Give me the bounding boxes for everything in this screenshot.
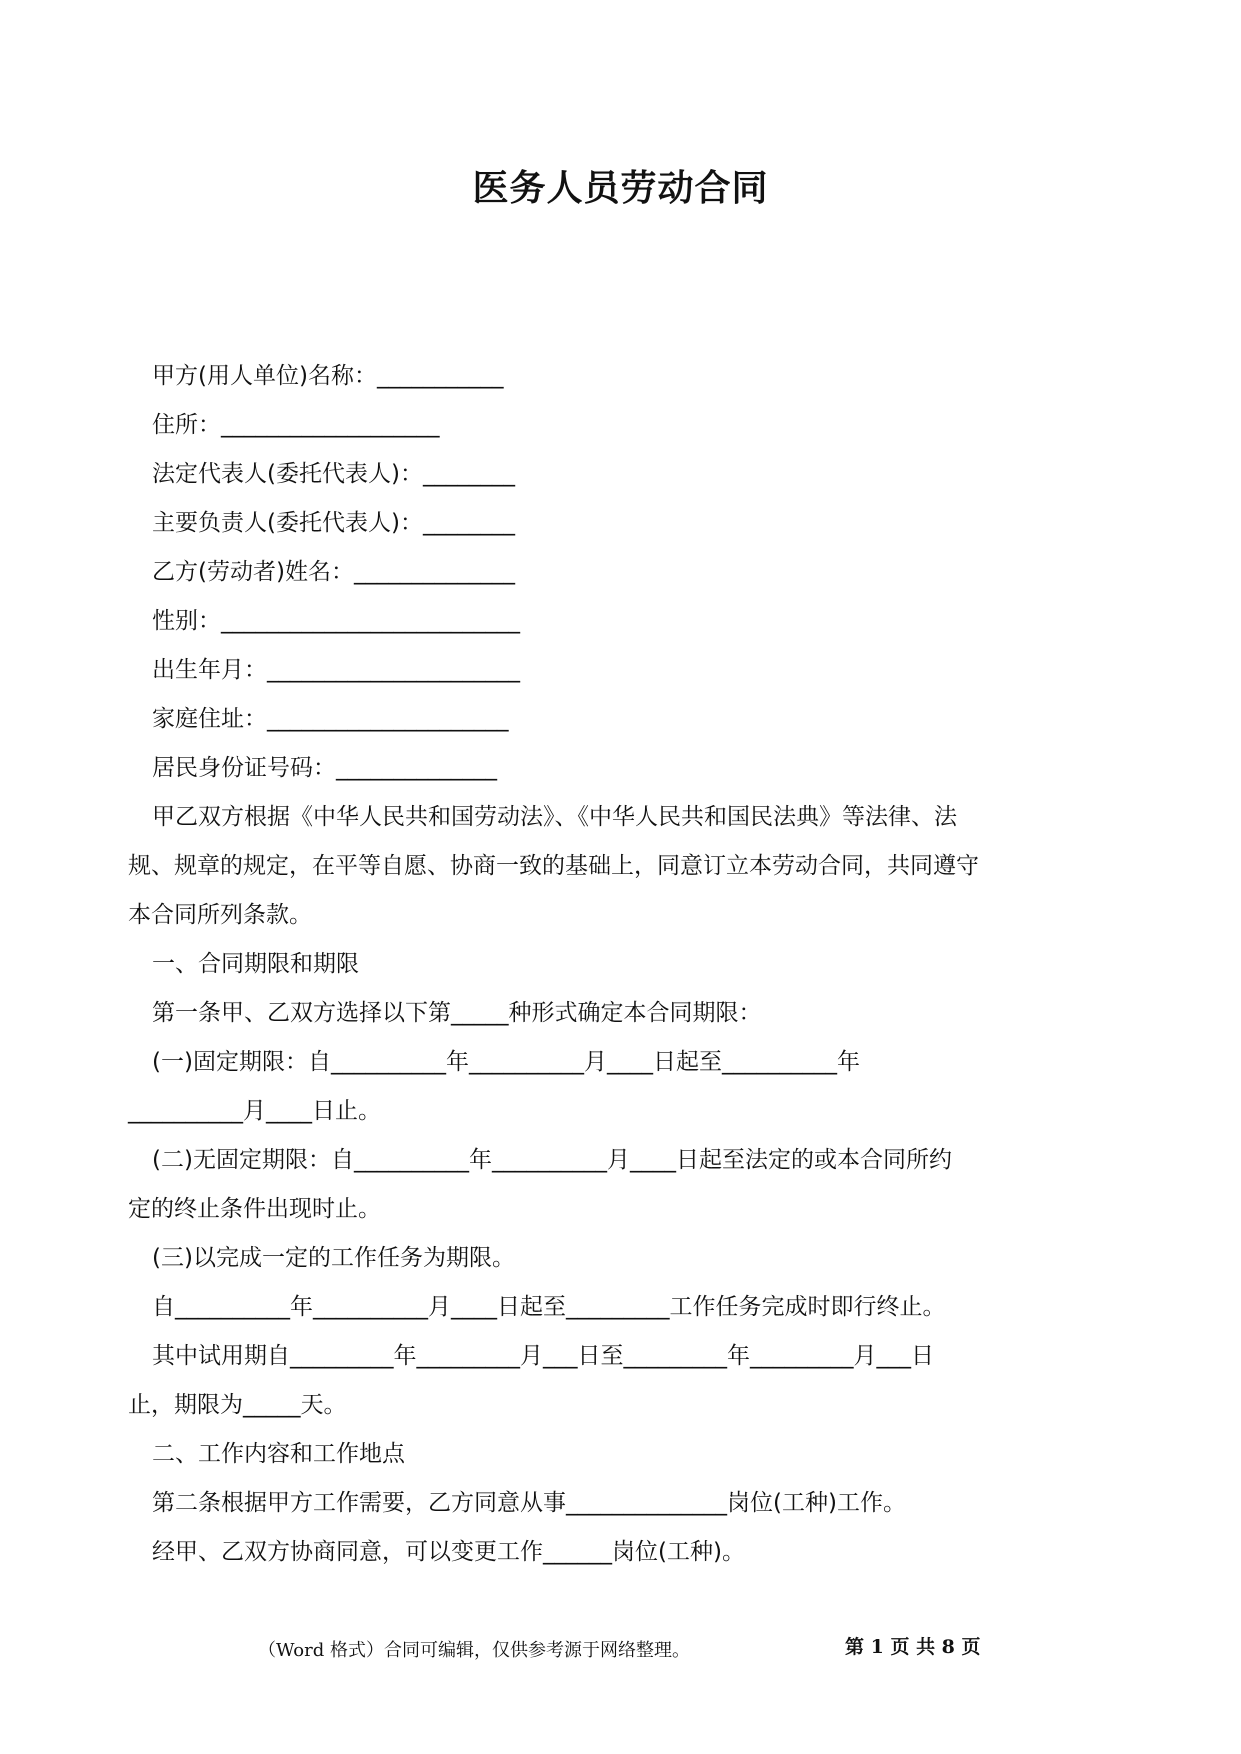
term-task-dates: 自__________年__________月____日起至_________工作任务完成时即行终止。 (152, 1294, 946, 1320)
article-1: 第一条甲、乙双方选择以下第_____种形式确定本合同期限： (152, 1000, 762, 1026)
field-gender: 性别：__________________________ (152, 608, 520, 634)
field-id-number: 居民身份证号码：______________ (152, 755, 497, 781)
page-number: 第 1 页 共 8 页 (845, 1636, 981, 1658)
field-party-a-name: 甲方(用人单位)名称：___________ (152, 363, 504, 389)
term-task: (三)以完成一定的工作任务为期限。 (152, 1245, 515, 1271)
preamble-paragraph: 甲乙双方根据《中华人民共和国劳动法》、《中华人民共和国民法典》等法律、法规、规章的规定，在平等自愿、协商一致的基础上，同意订立本劳动合同，共同遵守本合同所列条款。 (128, 804, 979, 928)
section-1-heading: 一、合同期限和期限 (152, 951, 359, 977)
field-legal-representative: 法定代表人(委托代表人)：________ (152, 461, 515, 487)
field-main-responsible-person: 主要负责人(委托代表人)：________ (152, 510, 515, 536)
footer-note: （Word 格式）合同可编辑，仅供参考源于网络整理。 (258, 1640, 690, 1661)
term-open: (二)无固定期限：自__________年__________月____日起至法定的或本合同所约定的终止条件出现时止。 (128, 1147, 952, 1222)
article-2-change: 经甲、乙双方协商同意，可以变更工作______岗位(工种)。 (152, 1539, 745, 1565)
field-home-address: 家庭住址：_____________________ (152, 706, 509, 732)
contract-body (128, 352, 1112, 1577)
field-address: 住所：___________________ (152, 412, 440, 438)
probation-period: 其中试用期自_________年_________月___日至_________年_________月___日止，期限为_____天。 (128, 1343, 934, 1418)
article-2: 第二条根据甲方工作需要，乙方同意从事______________岗位(工种)工作。 (152, 1490, 906, 1516)
section-2-heading: 二、工作内容和工作地点 (152, 1441, 405, 1467)
field-party-b-name: 乙方(劳动者)姓名：______________ (152, 559, 515, 585)
term-fixed: (一)固定期限：自__________年__________月____日起至__________年__________月____日止。 (128, 1049, 860, 1124)
document-title: 医务人员劳动合同 (472, 168, 769, 209)
field-birth-date: 出生年月：______________________ (152, 657, 520, 683)
